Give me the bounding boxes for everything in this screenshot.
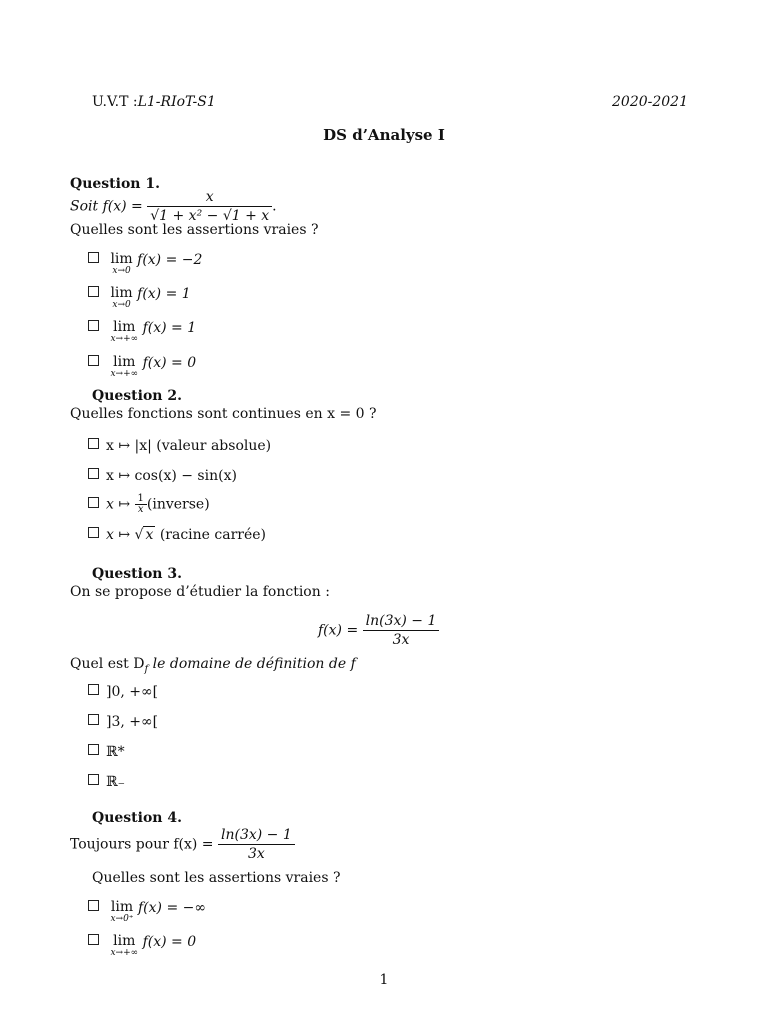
- q3-fraction: [363, 612, 440, 649]
- lim-label: lim: [113, 319, 136, 335]
- question-1-prompt: Quelles sont les assertions vraies ?: [70, 222, 319, 238]
- option-text: x ↦ |x| (valeur absolue): [106, 438, 272, 454]
- q3-fx: f(x) =: [318, 622, 359, 639]
- sqrt-prefix: x ↦: [106, 527, 131, 543]
- q3-numerator: ln(3x) − 1: [363, 612, 440, 631]
- course-code: L1-RIoT-S1: [137, 94, 216, 110]
- q1-denominator: √1 + x² − √1 + x: [150, 208, 270, 224]
- lim-subscript: x→+∞: [110, 948, 139, 958]
- option-text: ]0, +∞[: [106, 684, 159, 700]
- checkbox[interactable]: [88, 468, 99, 479]
- inverse-num: 1: [135, 494, 147, 505]
- checkbox[interactable]: [88, 684, 99, 695]
- checkbox[interactable]: [88, 774, 99, 785]
- limit-operator: [110, 900, 133, 924]
- question-4-heading: Question 4.: [92, 810, 182, 826]
- lim-subscript: x→+∞: [110, 369, 139, 379]
- q3-option-3[interactable]: [88, 744, 125, 760]
- limit-operator: [110, 355, 138, 379]
- question-3-intro: On se propose d’étudier la fonction :: [70, 584, 330, 600]
- q2-option-3[interactable]: [88, 494, 210, 515]
- q1-fraction: [147, 188, 272, 225]
- question-2-prompt: Quelles fonctions sont continues en x = 0 ?: [70, 406, 377, 422]
- q4-fraction: [218, 826, 295, 863]
- lim-label: lim: [110, 251, 133, 267]
- lim-label: lim: [113, 354, 136, 370]
- inverse-den: x: [137, 504, 144, 515]
- checkbox[interactable]: [88, 900, 99, 911]
- option-text: (inverse): [146, 496, 210, 513]
- option-expression: f(x) = −∞: [138, 900, 207, 916]
- checkbox[interactable]: [88, 286, 99, 297]
- option-text: ℝ*: [106, 744, 125, 760]
- checkbox[interactable]: [88, 497, 99, 508]
- question-3-heading: Question 3.: [92, 566, 182, 582]
- academic-year: 2020-2021: [612, 94, 688, 110]
- checkbox[interactable]: [88, 714, 99, 725]
- lim-label: lim: [110, 285, 133, 301]
- limit-operator: [110, 252, 132, 276]
- q3-function-display: [318, 612, 439, 649]
- q4-function: [70, 826, 295, 863]
- checkbox[interactable]: [88, 934, 99, 945]
- page-title: DS d’Analyse I: [323, 126, 445, 144]
- prompt-subscript: f: [144, 663, 149, 675]
- checkbox[interactable]: [88, 438, 99, 449]
- q2-option-1[interactable]: [88, 438, 271, 454]
- checkbox[interactable]: [88, 527, 99, 538]
- option-text: ]3, +∞[: [106, 714, 159, 730]
- limit-operator: [110, 320, 138, 344]
- option-expression: f(x) = 0: [142, 934, 197, 950]
- checkbox[interactable]: [88, 744, 99, 755]
- option-expression: f(x) = −2: [137, 252, 203, 268]
- lim-subscript: x→+∞: [110, 334, 139, 344]
- lim-subscript: x→0: [112, 300, 131, 310]
- limit-operator: [110, 286, 132, 310]
- question-1-heading: Question 1.: [70, 176, 160, 192]
- q2-option-4[interactable]: [88, 527, 266, 543]
- q1-option-2[interactable]: [88, 286, 191, 310]
- question-1-function: [70, 188, 277, 225]
- prompt-text: Quel est D: [70, 656, 145, 672]
- checkbox[interactable]: [88, 252, 99, 263]
- question-3-prompt: [70, 656, 356, 675]
- option-text: (racine carrée): [159, 527, 266, 543]
- q4-intro: Toujours pour f(x) =: [70, 836, 214, 853]
- sqrt-radicand: x: [145, 527, 154, 543]
- checkbox[interactable]: [88, 320, 99, 331]
- q1-option-1[interactable]: [88, 252, 202, 276]
- lim-label: lim: [110, 899, 134, 915]
- q3-option-1[interactable]: [88, 684, 158, 700]
- q1-period: .: [272, 198, 277, 215]
- q4-numerator: ln(3x) − 1: [218, 826, 295, 845]
- q4-option-2[interactable]: [88, 934, 196, 958]
- q4-option-1[interactable]: [88, 900, 206, 924]
- limit-operator: [110, 934, 138, 958]
- option-expression: f(x) = 1: [142, 320, 197, 336]
- q1-option-4[interactable]: [88, 355, 196, 379]
- q1-intro: Soit f(x) =: [70, 198, 143, 215]
- option-text: ℝ₋: [106, 774, 126, 790]
- option-expression: f(x) = 1: [137, 286, 191, 302]
- option-expression: f(x) = 0: [142, 355, 197, 371]
- lim-label: lim: [113, 933, 136, 949]
- inverse-prefix: x ↦: [106, 496, 131, 513]
- lim-subscript: x→0: [112, 266, 131, 276]
- option-text: x ↦ cos(x) − sin(x): [106, 468, 237, 484]
- course-header: [92, 94, 216, 110]
- q4-denominator: 3x: [247, 846, 265, 862]
- question-4-prompt: Quelles sont les assertions vraies ?: [92, 870, 341, 886]
- checkbox[interactable]: [88, 355, 99, 366]
- page-number: 1: [379, 972, 389, 988]
- q2-option-2[interactable]: [88, 468, 237, 484]
- q3-option-2[interactable]: [88, 714, 158, 730]
- uvt-label: U.V.T :: [92, 94, 138, 110]
- inverse-fraction: [135, 494, 147, 515]
- q1-option-3[interactable]: [88, 320, 196, 344]
- question-2-heading: Question 2.: [92, 388, 182, 404]
- q1-numerator: x: [147, 188, 272, 207]
- q3-option-4[interactable]: [88, 774, 125, 790]
- lim-subscript: x→0⁺: [110, 914, 134, 924]
- prompt-end: le domaine de définition de f: [148, 656, 356, 672]
- sqrt-icon: √: [134, 527, 144, 543]
- q3-denominator: 3x: [392, 632, 410, 648]
